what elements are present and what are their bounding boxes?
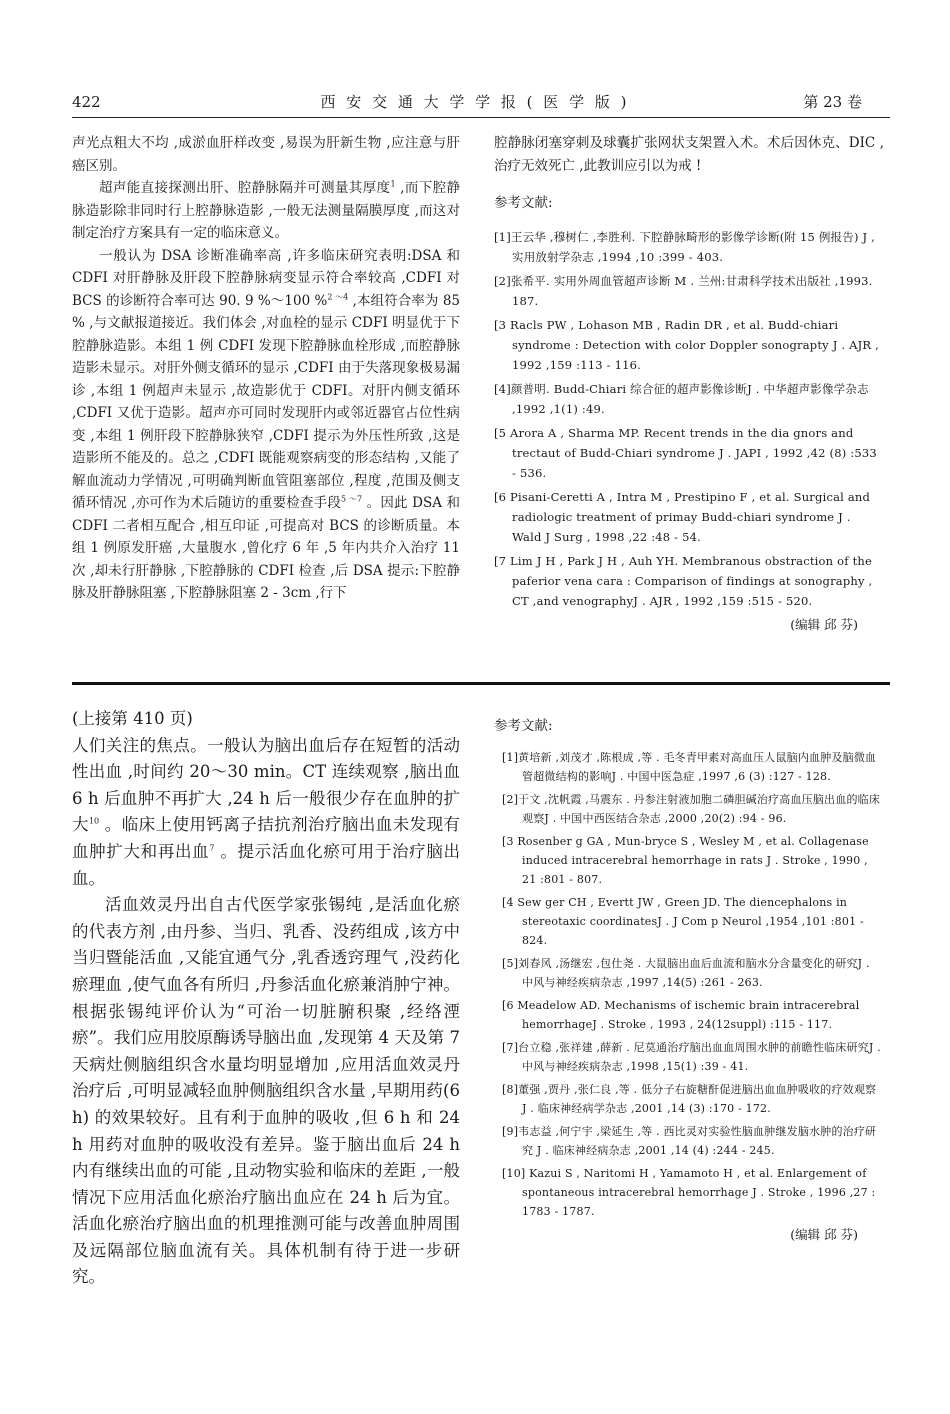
references-title: 参考文献:	[494, 195, 553, 211]
top-right-column	[494, 132, 884, 635]
reference-item: [8]董强 ,贾丹 ,张仁良 ,等 . 低分子右旋糖酐促进脑出血血肿吸收的疗效观察 J . 临床神经病学杂志 ,2001 ,14 (3) :170 - 172.	[502, 1083, 877, 1115]
section-divider	[72, 682, 890, 685]
reference-item: [3 Racls PW , Lohason MB , Radin DR , et al. Budd-chiari syndrome : Detection with color Doppler sonograpty J . AJR , 1992 ,159 :113 - 116.	[494, 318, 879, 372]
continued-note: (上接第 410 页)	[72, 709, 193, 728]
reference-item: [7]台立稳 ,张祥建 ,薛新 . 尼莫通治疗脑出血血周围水肿的前瞻性临床研究J . 中风与神经疾病杂志 ,1998 ,15(1) :39 - 41.	[502, 1041, 881, 1073]
page-number: 422	[72, 93, 101, 111]
reference-item: [4 Sew ger CH , Evertt JW , Green JD. The diencephalons in stereotaxic coordinatesJ . J Com p Neurol ,1954 ,101 :801 - 824.	[502, 896, 864, 947]
paragraph: 活血效灵丹出自古代医学家张锡纯 ,是活血化瘀的代表方剂 ,由丹参、当归、乳香、没药组成 ,该方中当归暨能活血 ,又能宜通气分 ,乳香透窍理气 ,没药化瘀理血 ,使气血各有所归 ,丹参活血化瘀兼消肿宁神。根据张锡纯评价认为“可治一切脏腑积聚 ,经络湮瘀”。我们应用胶原酶诱导脑出血 ,发现第 4 天及第 7 天病灶侧脑组织含水量均明显增加 ,应用活血效灵丹治疗后 ,可明显减轻血肿侧脑组织含水量 ,早期用药(6 h) 的效果较好。且有利于血肿的吸收 ,但 6 h 和 24 h 用药对血肿的吸收没有差异。鉴于脑出血后 24 h 内有继续出血的可能 ,且动物实验和临床的差距 ,一般情况下应用活血化瘀治疗脑出血应在 24 h 后为宜。活血化瘀治疗脑出血的机理推测可能与改善血肿周围及远隔部位脑血流有关。具体机制有待于进一步研究。	[72, 895, 460, 1287]
paragraph	[72, 245, 460, 605]
reference-item: [10] Kazui S , Naritomi H , Yamamoto H , et al. Enlargement of spontaneous intracerebral hemorrhage J . Stroke , 1996 ,27 : 1783 - 1787.	[502, 1167, 876, 1218]
reference-item: [6 Meadelow AD. Mechanisms of ischemic brain intracerebral hemorrhageJ . Stroke , 1993 , 24(12suppl) :115 - 117.	[502, 999, 860, 1031]
references-title: 参考文献:	[494, 718, 553, 734]
reference-item: [9]韦志益 ,何宁宇 ,梁延生 ,等 . 西比灵对实验性脑血肿继发脑水肿的治疗研究 J . 临床神经病杂志 ,2001 ,14 (4) :244 - 245.	[502, 1125, 877, 1157]
bottom-right-column	[494, 716, 884, 1245]
editor-note: (编辑 邱 芬)	[790, 617, 858, 632]
editor-note: (编辑 邱 芬)	[790, 1227, 858, 1242]
reference-item: [7 Lim J H , Park J H , Auh YH. Membranous obstraction of the paferior vena cara : Comparison of findings at sonography , CT ,and venographyJ . AJR , 1992 ,159 :515 - 520.	[494, 554, 873, 608]
text-run: 一般认为 DSA 诊断准确率高 ,许多临床研究表明:DSA 和 CDFI 对肝静脉及肝段下腔静脉病变显示符合率较高 ,CDFI 对 BCS 的诊断符合率可达 90. 9 %～100 %	[72, 247, 460, 309]
reference-item: [6 Pisani-Ceretti A , Intra M , Prestipino F , et al. Surgical and radiologic treatment of primay Budd-chiari syndrome J . Wald J Surg , 1998 ,22 :48 - 54.	[494, 490, 871, 544]
citation-superscript: 5 ～7	[341, 494, 363, 504]
citation-superscript: 10	[88, 816, 100, 826]
citation-superscript: 1	[390, 179, 396, 189]
text-run: 。提示活血化瘀可用于治疗脑出血。	[72, 841, 461, 888]
citation-superscript: 2 ～4	[327, 292, 349, 301]
reference-item: [3 Rosenber g GA , Mun-bryce S , Wesley M , et al. Collagenase induced intracerebral hemorrhage in rats J . Stroke , 1990 , 21 :801 - 807.	[502, 835, 869, 886]
reference-item: [2]于文 ,沈帆霞 ,马震东 . 丹参注射液加胞二磷胆碱治疗高血压脑出血的临床观察J . 中国中西医结合杂志 ,2000 ,20(2) :94 - 96.	[502, 793, 881, 825]
text-run: ,本组符合率为 85 % ,与文献报道接近。我们体会 ,对血栓的显示 CDFI 明显优于下腔静脉造影。本组 1 例 CDFI 发现下腔静脉血栓形成 ,而腔静脉造影未显示。对肝外侧支循环的显示 ,CDFI 由于失落现象极易漏诊 ,本组 1 例超声未显示 ,故造影优于 CDFI。对肝内侧支循环 ,CDFI 又优于造影。超声亦可同时发现肝内或邻近器官占位性病变 ,本组 1 例肝段下腔静脉狭窄 ,CDFI 提示为外压性所致 ,这是造影所不能及的。总之 ,CDFI 既能观察病变的形态结构 ,又能了解血流动力学情况 ,可明确判断血管阻塞部位 ,程度 ,范围及侧支循环情况 ,亦可作为术后随访的重要检查手段	[72, 292, 460, 511]
journal-title: 西 安 交 通 大 学 学 报 ( 医 学 版 )	[320, 93, 630, 111]
reference-list	[494, 748, 884, 1221]
paragraph: 腔静脉闭塞穿刺及球囊扩张网状支架置入术。术后因休克、DIC ,治疗无效死亡 ,此教训应引以为戒 !	[494, 135, 884, 174]
reference-item: [1]黄培新 ,刘茂才 ,陈根成 ,等 . 毛冬青甲素对高血压人鼠脑内血肿及脑微血管超微结构的影响J . 中国中医急症 ,1997 ,6 (3) :127 - 128.	[502, 751, 877, 783]
text-run: ,而下腔静脉造影除非同时行上腔静脉造影 ,一般无法测量隔膜厚度 ,而这对制定治疗方案具有一定的临床意义。	[72, 180, 461, 241]
text-run: 超声能直接探测出肝、腔静脉隔并可测量其厚度	[99, 180, 391, 196]
paragraph: 声光点粗大不均 ,成淤血肝样改变 ,易误为肝新生物 ,应注意与肝癌区别。	[72, 135, 460, 174]
text-run: 。因此 DSA 和 CDFI 二者相互配合 ,相互印证 ,可提高对 BCS 的诊断质量。本组 1 例原发肝癌 ,大量腹水 ,曾化疗 6 年 ,5 年内共介入治疗 11 次 ,却未行肝静脉 ,下腔静脉的 CDFI 检查 ,后 DSA 提示:下腔静脉及肝静脉阻塞 ,下腔静脉阻塞 2 - 3cm ,行下	[72, 495, 460, 601]
reference-item: [2]张希平. 实用外周血管超声诊断 M . 兰州:甘肃科学技术出版社 ,1993. 187.	[494, 274, 873, 308]
top-left-column	[72, 132, 460, 605]
paragraph	[72, 177, 460, 245]
reference-item: [5]刘春风 ,汤继宏 ,包仕尧 . 大鼠脑出血后血流和脑水分含量变化的研究J . 中风与神经疾病杂志 ,1997 ,14(5) :261 - 263.	[502, 957, 870, 989]
header-rule	[72, 117, 890, 118]
reference-item: [4]颜普明. Budd-Chiari 综合征的超声影像诊断J . 中华超声影像学杂志 ,1992 ,1(1) :49.	[494, 382, 869, 416]
citation-superscript: 7	[209, 843, 215, 853]
bottom-left-column	[72, 706, 460, 1291]
volume-label: 第 23 卷	[803, 93, 862, 111]
text-run: 人们关注的焦点。一般认为脑出血后存在短暂的活动性出血 ,时间约 20～30 min。CT 连续观察 ,脑出血 6 h 后血肿不再扩大 ,24 h 后一般很少存在血肿的扩大	[72, 735, 460, 835]
paragraph	[72, 733, 460, 893]
reference-item: [5 Arora A , Sharma MP. Recent trends in the dia gnors and trectaut of Budd-Chiari syndrome J . JAPI , 1992 ,42 (8) :533 - 536.	[494, 426, 877, 480]
reference-item: [1]王云华 ,穆树仁 ,李胜利. 下腔静脉畸形的影像学诊断(附 15 例报告) J , 实用放射学杂志 ,1994 ,10 :399 - 403.	[494, 230, 876, 264]
text-run: 。临床上使用钙离子拮抗剂治疗脑出血未发现有血肿扩大和再出血	[72, 815, 460, 861]
reference-list	[494, 227, 884, 611]
